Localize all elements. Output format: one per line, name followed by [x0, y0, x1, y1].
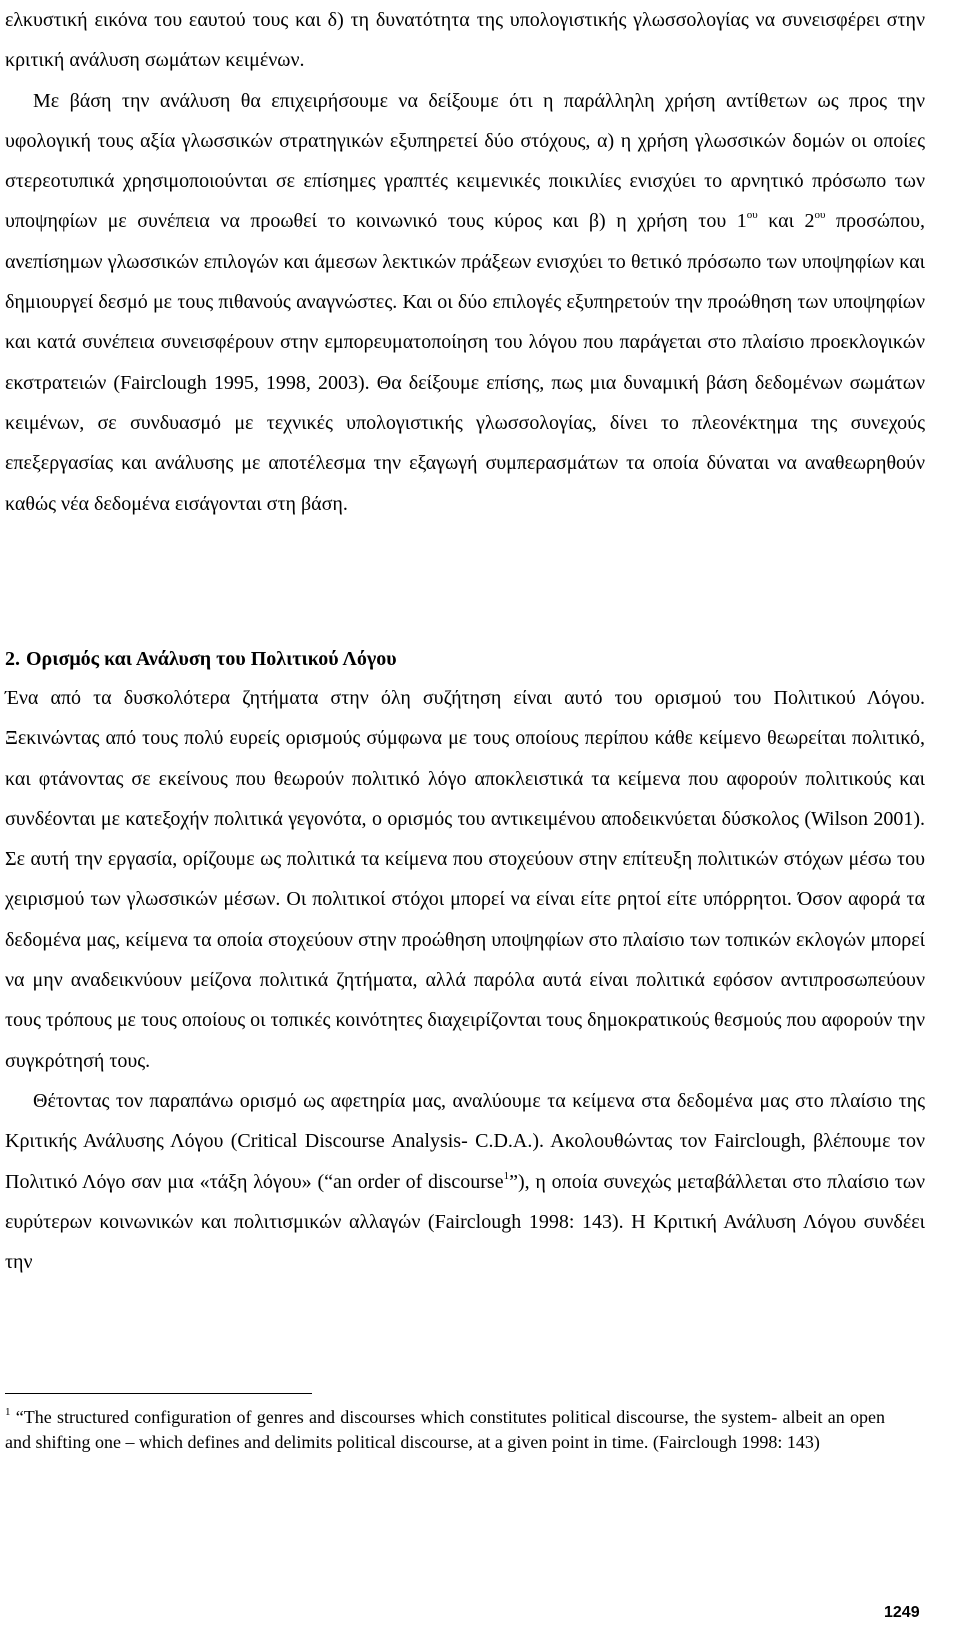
page-number: 1249: [884, 1604, 920, 1621]
paragraph-aims-part-3: προσώπου, ανεπίσημων γλωσσικών επιλογών και άμεσων λεκτικών πράξεων ενισχύει το θετικό πρόσωπο των υποψηφίων και δημιουργεί δεσμό με τους πιθανούς αναγνώστες. Και οι δύο επιλογές εξυπηρετούν την προώθηση των υποψηφίων και κατά συνέπεια συνεισφέρουν στην εμπορευματοποίηση του λόγου που παράγεται στο πλαίσιο προεκλογικών εκστρατειών (Fairclough 1995, 1998, 2003). Θα δείξουμε επίσης, πως μια δυναμική βάση δεδομένων σωμάτων κειμένων, σε συνδυασμό με τεχνικές υπολογιστικής γλωσσολογίας, δίνει το πλεονέκτημα της συνεχούς επεξεργασίας και ανάλυσης με αποτέλεσμα την εξαγωγή συμπερασμάτων τα οποία δύναται να αναθεωρηθούν καθώς νέα δεδομένα εισάγονται στη βάση.: [5, 210, 926, 515]
paragraph-cda-part-2: ”), η οποία συνεχώς μεταβάλλεται στο πλαίσιο των ευρύτερων κοινωνικών και πολιτισμικών αλλαγών (Fairclough 1998: 143). Η Κριτική Ανάλυση Λόγου συνδέει την: [5, 1170, 925, 1274]
footnote-separator: [5, 1393, 312, 1394]
body-text-intro: [5, 0, 925, 524]
footnote: [5, 1405, 885, 1454]
paragraph-aims-part-1: Με βάση την ανάλυση θα επιχειρήσουμε να δείξουμε ότι η παράλληλη χρήση αντίθετων ως προς την υφολογική τους αξία γλωσσικών στρατηγικών εξυπηρετεί δύο στόχους, α) η χρήση γλωσσικών δομών οι οποίες στερεοτυπικά χρησιμοποιούνται σε επίσημες γραπτές κειμενικές ποικιλίες ενισχύει το αρνητικό πρόσωπο των υποψηφίων με συνέπεια να προωθεί το κοινωνικό τους κύρος και β) η χρήση του 1: [5, 89, 925, 233]
paragraph-cda: [5, 1081, 925, 1282]
paragraph-aims-part-2: και 2: [757, 210, 815, 233]
body-text-section-2: [5, 678, 925, 1282]
paragraph-aims: [5, 81, 925, 524]
footnote-text: “The structured configuration of genres and discourses which constitutes political discourse, the system- albeit an open and shifting one – which defines and delimits political discourse, at a given point in time. (Fairclough 1998: 143): [5, 1407, 885, 1452]
superscript-ordinal-2: ου: [814, 209, 826, 222]
section-title: Ορισμός και Ανάλυση του Πολιτικού Λόγου: [26, 648, 397, 670]
paragraph-continued: ελκυστική εικόνα του εαυτού τους και δ) τη δυνατότητα της υπολογιστικής γλωσσολογίας να συνεισφέρει στην κριτική ανάλυση σωμάτων κειμένων.: [5, 9, 925, 72]
footnote-reference[interactable]: 1: [503, 1169, 510, 1182]
footnote-marker: 1: [5, 1406, 11, 1418]
section-number: 2.: [5, 648, 20, 670]
superscript-ordinal-1: ου: [746, 209, 758, 222]
paragraph-definition: Ένα από τα δυσκολότερα ζητήματα στην όλη συζήτηση είναι αυτό του ορισμού του Πολιτικού Λόγου. Ξεκινώντας από τους πολύ ευρείς ορισμούς σύμφωνα με τους οποίους περίπου κάθε κείμενο θεωρείται πολιτικό, και φτάνοντας σε εκείνους που θεωρούν πολιτικό λόγο αποκλειστικά τα κείμενα που αφορούν πολιτικούς και συνδέονται με κατεξοχήν πολιτικά γεγονότα, ο ορισμός του αντικειμένου αποδεικνύεται δύσκολος (Wilson 2001). Σε αυτή την εργασία, ορίζουμε ως πολιτικά τα κείμενα που στοχεύουν στην επίτευξη πολιτικών στόχων μέσω του χειρισμού των γλωσσικών μέσων. Οι πολιτικοί στόχοι μπορεί να είναι είτε ρητοί είτε υπόρρητοι. Όσον αφορά τα δεδομένα μας, κείμενα τα οποία στοχεύουν στην προώθηση υποψηφίων στο πλαίσιο των τοπικών εκλογών μπορεί να μην αναδεικνύουν μείζονα πολιτικά ζητήματα, αλλά παρόλα αυτά είναι πολιτικά εφόσον αντιπροσωπεύουν τους τρόπους με τους οποίους οι τοπικές κοινότητες διαχειρίζονται τους δημοκρατικούς θεσμούς που αφορούν την συγκρότησή τους.: [5, 687, 925, 1072]
section-heading: [5, 647, 925, 671]
paragraph-cda-part-1: Θέτοντας τον παραπάνω ορισμό ως αφετηρία μας, αναλύουμε τα κείμενα στα δεδομένα μας στο πλαίσιο της Κριτικής Ανάλυσης Λόγου (Critical Discourse Analysis- C.D.A.). Ακολουθώντας τον Fairclough, βλέπουμε τον Πολιτικό Λόγο σαν μια «τάξη λόγου» (“an order of discourse: [5, 1089, 925, 1193]
